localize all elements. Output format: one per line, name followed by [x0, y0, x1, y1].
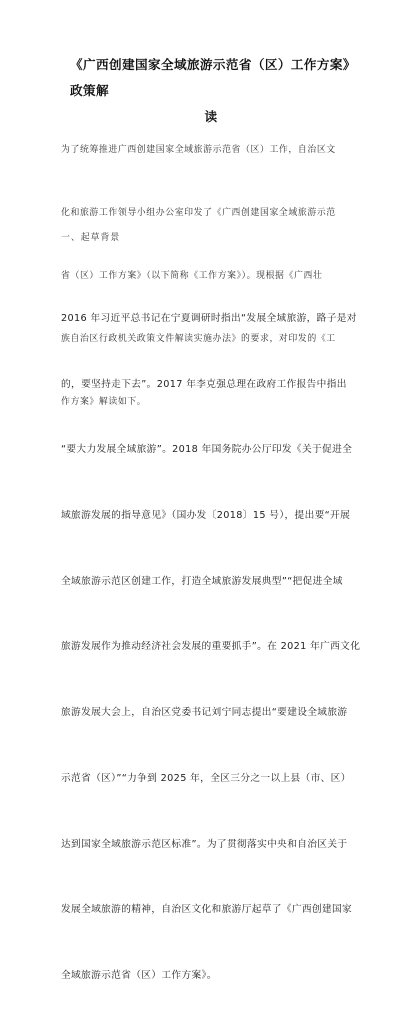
body-line: 全域旅游示范省（区）工作方案》。 — [61, 970, 217, 981]
body-line: 达到国家全域旅游示范区标准”。为了贯彻落实中央和自治区关于 — [61, 838, 348, 850]
intro-line: 省（区）工作方案》（以下简称《工作方案》）。现根据《广西壮 — [61, 271, 323, 281]
intro-line: 作方案》解读如下。 — [61, 397, 147, 407]
intro-line: 为了统筹推进广西创建国家全域旅游示范省（区）工作，自治区文 — [61, 145, 336, 155]
body-line: 2016 年习近平总书记在宁夏调研时指出“发展全域旅游，路子是对 — [61, 312, 357, 324]
body-line: 旅游发展大会上，自治区党委书记刘宁同志提出“要建设全域旅游 — [61, 707, 348, 719]
intro-line: 化和旅游工作领导小组办公室印发了《广西创建国家全域旅游示范 — [61, 208, 336, 218]
section-heading: 一、起草背景 — [61, 233, 121, 243]
body-line: 的，要坚持走下去”。2017 年李克强总理在政府工作报告中指出 — [61, 378, 347, 390]
body-line: 旅游发展作为推动经济社会发展的重要抓手”。在 2021 年广西文化 — [61, 641, 361, 653]
title-line-2: 读 — [204, 109, 218, 124]
background-paragraph — [61, 264, 360, 1031]
title-line-1: 《广西创建国家全域旅游示范省（区）工作方案》政策解 — [70, 57, 350, 98]
body-line: 示范省（区）”“力争到 2025 年，全区三分之一以上县（市、区） — [61, 772, 351, 784]
body-line: “要大力发展全域旅游”。2018 年国务院办公厅印发《关于促进全 — [61, 444, 353, 456]
intro-line: 族自治区行政机关政策文件解读实施办法》的要求，对印发的《工 — [61, 334, 336, 344]
body-line: 域旅游发展的指导意见》（国办发〔2018〕15 号），提出要“开展 — [61, 509, 351, 521]
body-line: 发展全域旅游的精神，自治区文化和旅游厅起草了《广西创建国家 — [61, 904, 353, 916]
body-line: 全域旅游示范区创建工作，打造全域旅游发展典型”“把促进全域 — [61, 575, 343, 587]
